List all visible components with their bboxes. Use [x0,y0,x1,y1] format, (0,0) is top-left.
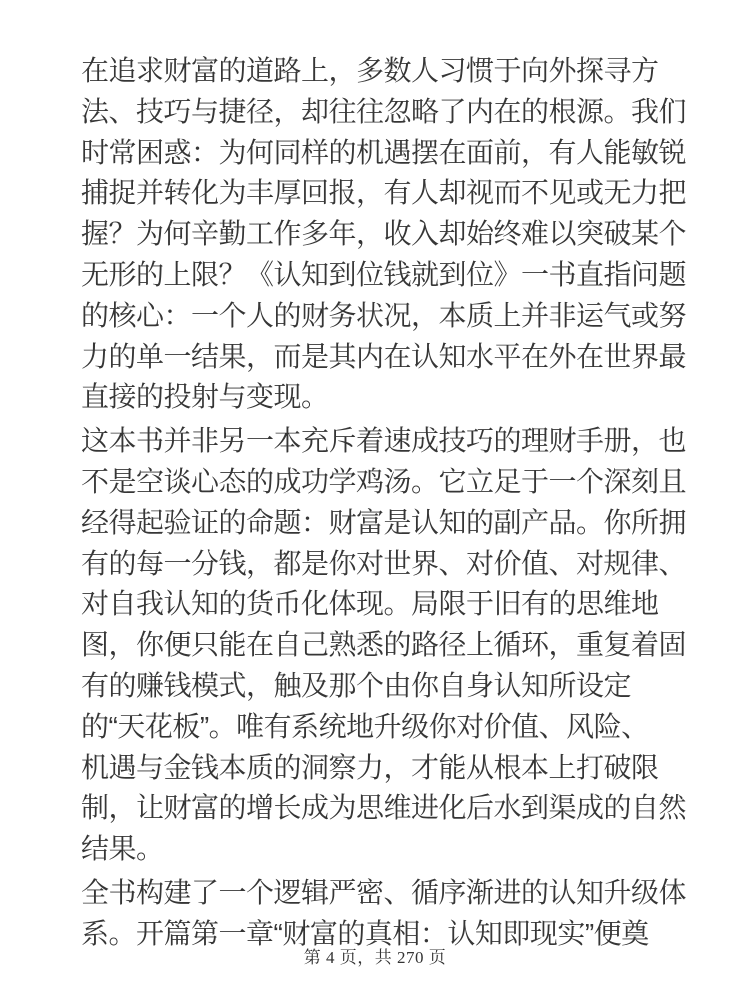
text-line: 机遇与金钱本质的洞察力，才能从根本上打破限 [81,751,659,783]
text-line: 经得起验证的命题：财富是认知的副产品。你所拥 [81,506,687,538]
text-line: 力的单一结果，而是其内在认知水平在外在世界最 [81,340,687,372]
text-line: 法、技巧与捷径，却往往忽略了内在的根源。我们 [81,95,687,127]
text-line: 时常困惑：为何同样的机遇摆在面前，有人能敏锐 [81,136,687,168]
paragraph [81,421,691,870]
text-line: 制，让财富的增长成为思维进化后水到渠成的自然 [81,792,687,824]
text-line: 对自我认知的货币化体现。局限于旧有的思维地 [81,588,659,620]
text-line: 全书构建了一个逻辑严密、循序渐进的认知升级体 [81,876,687,908]
text-line: 图，你便只能在自己熟悉的路径上循环，重复着固 [81,629,687,661]
paragraph [81,873,691,955]
text-line: 有的赚钱模式，触及那个由你自身认知所设定 [81,669,632,701]
text-body [81,51,691,958]
page-number-footer: 第 4 页，共 270 页 [303,948,447,967]
text-line: 结果。 [81,833,164,865]
text-line: 在追求财富的道路上，多数人习惯于向外探寻方 [81,55,659,86]
text-line: 握？为何辛勤工作多年，收入却始终难以突破某个 [81,218,687,250]
paragraph [81,51,691,418]
text-line: 有的每一分钱，都是你对世界、对价值、对规律、 [81,547,687,579]
text-line: 的核心：一个人的财务状况，本质上并非运气或努 [81,299,687,331]
text-line: 无形的上限？《认知到位钱就到位》一书直指问题 [81,258,687,290]
text-line: 捕捉并转化为丰厚回报，有人却视而不见或无力把 [81,177,687,209]
text-line: 这本书并非另一本充斥着速成技巧的理财手册，也 [81,425,687,457]
text-line: 不是空谈心态的成功学鸡汤。它立足于一个深刻且 [81,465,687,497]
text-line: 的“天花板”。唯有系统地升级你对价值、风险、 [81,710,649,742]
text-line: 直接的投射与变现。 [81,381,329,413]
text-line: 系。开篇第一章“财富的真相：认知即现实”便奠 [81,917,649,949]
